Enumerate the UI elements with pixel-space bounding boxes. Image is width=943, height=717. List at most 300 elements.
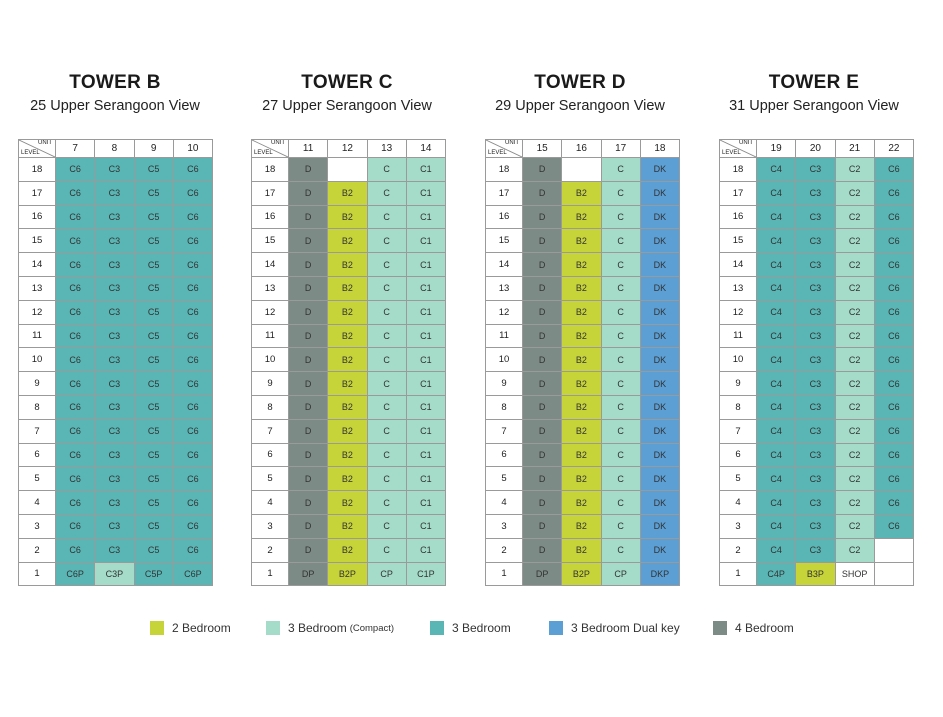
unit-type-cell: D	[523, 372, 562, 396]
unit-type-cell: C6	[173, 276, 212, 300]
unit-type-cell: C6	[874, 300, 913, 324]
level-row	[720, 158, 914, 182]
unit-type-cell: B2	[562, 443, 601, 467]
unit-type-cell: C4	[757, 395, 796, 419]
legend-swatch	[150, 621, 164, 635]
unit-type-cell: C1	[406, 348, 445, 372]
level-number: 17	[252, 181, 289, 205]
level-number: 4	[19, 491, 56, 515]
unit-type-cell: C6P	[173, 562, 212, 586]
unit-type-cell: C3	[796, 253, 835, 277]
unit-type-cell: C	[601, 348, 640, 372]
unit-type-cell: C1	[406, 538, 445, 562]
level-row	[19, 229, 213, 253]
unit-type-cell: C3	[95, 276, 134, 300]
unit-type-cell: CP	[367, 562, 406, 586]
level-row	[19, 253, 213, 277]
unit-header: 8	[95, 140, 134, 158]
level-row	[486, 372, 680, 396]
level-number: 5	[252, 467, 289, 491]
unit-type-cell: C3	[95, 205, 134, 229]
level-row	[252, 562, 446, 586]
level-row	[486, 395, 680, 419]
unit-header: 12	[328, 140, 367, 158]
unit-type-cell: D	[289, 467, 328, 491]
level-number: 12	[486, 300, 523, 324]
level-number: 3	[19, 514, 56, 538]
unit-type-cell: C2	[835, 253, 874, 277]
unit-type-cell: C3	[95, 253, 134, 277]
unit-type-cell: C1	[406, 395, 445, 419]
unit-header: 17	[601, 140, 640, 158]
unit-type-cell: DP	[523, 562, 562, 586]
unit-type-cell: C	[367, 276, 406, 300]
level-number: 7	[252, 419, 289, 443]
level-number: 18	[19, 158, 56, 182]
level-number: 6	[252, 443, 289, 467]
unit-type-cell: C	[601, 419, 640, 443]
tower-title: TOWER D	[534, 72, 626, 93]
unit-type-cell: C3	[796, 491, 835, 515]
unit-type-cell: C5	[134, 491, 173, 515]
unit-type-cell: C6	[173, 324, 212, 348]
unit-type-cell: C3	[95, 348, 134, 372]
unit-type-cell: C3	[796, 158, 835, 182]
unit-type-cell: C6	[56, 419, 95, 443]
unit-type-cell: C3	[95, 395, 134, 419]
level-number: 2	[720, 538, 757, 562]
unit-type-cell: C6	[56, 158, 95, 182]
unit-label: UNIT	[505, 140, 519, 146]
unit-type-cell: B2P	[562, 562, 601, 586]
unit-type-cell: C4	[757, 300, 796, 324]
level-number: 11	[252, 324, 289, 348]
unit-type-cell: C1	[406, 229, 445, 253]
unit-type-cell: C4P	[757, 562, 796, 586]
level-number: 17	[19, 181, 56, 205]
unit-type-cell: C6	[56, 395, 95, 419]
unit-type-cell: C	[601, 253, 640, 277]
unit-type-cell: B2P	[328, 562, 367, 586]
level-number: 16	[720, 205, 757, 229]
legend-item-2-bedroom	[150, 621, 231, 635]
unit-type-cell: C6	[173, 205, 212, 229]
unit-type-cell: DK	[640, 467, 679, 491]
unit-type-cell: D	[523, 276, 562, 300]
level-row	[252, 538, 446, 562]
unit-type-cell: C6	[173, 348, 212, 372]
level-number: 10	[720, 348, 757, 372]
unit-type-cell: DK	[640, 491, 679, 515]
level-row	[486, 181, 680, 205]
level-row	[19, 158, 213, 182]
unit-type-cell: C4	[757, 229, 796, 253]
unit-type-cell: C6	[874, 348, 913, 372]
unit-type-cell: B2	[328, 395, 367, 419]
unit-type-cell: C2	[835, 443, 874, 467]
level-number: 1	[486, 562, 523, 586]
unit-type-cell: B2	[328, 181, 367, 205]
level-row	[252, 205, 446, 229]
unit-type-cell: C3	[95, 158, 134, 182]
unit-header: 16	[562, 140, 601, 158]
unit-type-cell: DK	[640, 395, 679, 419]
unit-type-cell	[874, 562, 913, 586]
unit-type-cell: C1	[406, 514, 445, 538]
unit-type-cell: B2	[562, 229, 601, 253]
legend-label: 3 Bedroom	[288, 621, 347, 635]
level-row	[252, 491, 446, 515]
level-number: 9	[486, 372, 523, 396]
unit-type-cell: B2	[328, 514, 367, 538]
unit-header: 18	[640, 140, 679, 158]
unit-header: 21	[835, 140, 874, 158]
unit-type-cell: B2	[562, 491, 601, 515]
unit-type-cell: C5	[134, 158, 173, 182]
level-number: 11	[720, 324, 757, 348]
unit-header: 10	[173, 140, 212, 158]
level-row	[19, 443, 213, 467]
unit-type-cell: C5	[134, 324, 173, 348]
level-row	[720, 348, 914, 372]
unit-type-cell: B2	[562, 372, 601, 396]
level-row	[486, 348, 680, 372]
unit-type-cell: C5	[134, 300, 173, 324]
level-row	[19, 324, 213, 348]
level-row	[19, 514, 213, 538]
unit-type-cell: C6	[874, 181, 913, 205]
legend-label: 3 Bedroom Dual key	[571, 621, 680, 635]
unit-header: 9	[134, 140, 173, 158]
unit-type-cell: D	[289, 158, 328, 182]
legend-label: 4 Bedroom	[735, 621, 794, 635]
level-row	[486, 514, 680, 538]
level-number: 9	[252, 372, 289, 396]
unit-type-cell: C5	[134, 229, 173, 253]
unit-type-cell: C1	[406, 253, 445, 277]
unit-type-cell: C4	[757, 181, 796, 205]
unit-type-cell: C4	[757, 372, 796, 396]
level-row	[252, 324, 446, 348]
legend-swatch	[713, 621, 727, 635]
level-number: 13	[19, 276, 56, 300]
tower-b-header	[15, 72, 215, 114]
level-row	[486, 253, 680, 277]
unit-type-cell: C5	[134, 443, 173, 467]
unit-type-cell: C	[601, 467, 640, 491]
level-number: 5	[486, 467, 523, 491]
unit-type-cell: C2	[835, 276, 874, 300]
unit-type-cell: D	[289, 514, 328, 538]
unit-type-cell: SHOP	[835, 562, 874, 586]
legend-swatch	[430, 621, 444, 635]
unit-type-cell: C4	[757, 491, 796, 515]
unit-type-cell: C1	[406, 158, 445, 182]
level-number: 13	[720, 276, 757, 300]
unit-type-cell: C2	[835, 324, 874, 348]
unit-type-cell: C4	[757, 324, 796, 348]
unit-type-cell: B2	[562, 205, 601, 229]
unit-type-cell: C3	[796, 181, 835, 205]
unit-type-cell: B2	[562, 419, 601, 443]
level-number: 13	[252, 276, 289, 300]
level-number: 4	[486, 491, 523, 515]
level-number: 15	[720, 229, 757, 253]
level-number: 5	[19, 467, 56, 491]
unit-type-cell: D	[289, 538, 328, 562]
level-number: 11	[486, 324, 523, 348]
unit-type-cell: C	[601, 181, 640, 205]
unit-type-cell: D	[523, 324, 562, 348]
unit-type-cell: B2	[562, 253, 601, 277]
unit-type-cell: C6	[56, 514, 95, 538]
level-number: 7	[720, 419, 757, 443]
unit-type-cell: C2	[835, 514, 874, 538]
unit-type-cell: C6	[874, 491, 913, 515]
unit-type-cell: C3	[95, 491, 134, 515]
unit-type-cell: C1	[406, 443, 445, 467]
level-number: 17	[486, 181, 523, 205]
level-row	[720, 276, 914, 300]
unit-type-cell: C3	[796, 348, 835, 372]
unit-type-cell: C6	[56, 467, 95, 491]
unit-type-cell: D	[523, 348, 562, 372]
unit-type-cell: C6	[56, 491, 95, 515]
unit-type-cell: C3	[796, 395, 835, 419]
unit-type-cell: DK	[640, 324, 679, 348]
unit-type-cell: D	[289, 300, 328, 324]
unit-type-cell: DK	[640, 443, 679, 467]
unit-type-cell: DP	[289, 562, 328, 586]
unit-type-cell: C3	[95, 181, 134, 205]
level-row	[252, 419, 446, 443]
unit-type-cell: DK	[640, 348, 679, 372]
unit-type-cell: DK	[640, 300, 679, 324]
unit-type-cell: C3	[796, 467, 835, 491]
level-number: 12	[252, 300, 289, 324]
level-row	[19, 205, 213, 229]
unit-type-cell: C4	[757, 205, 796, 229]
unit-type-cell: C	[367, 467, 406, 491]
unit-type-cell: C3	[95, 443, 134, 467]
level-number: 17	[720, 181, 757, 205]
level-number: 5	[720, 467, 757, 491]
unit-type-cell: B2	[328, 276, 367, 300]
unit-type-cell: C	[601, 276, 640, 300]
unit-type-cell: B2	[562, 348, 601, 372]
unit-type-cell: C1	[406, 181, 445, 205]
legend-note: (Compact)	[349, 622, 395, 634]
legend-item-3-bedroom	[430, 621, 511, 635]
level-label: LEVEL	[488, 150, 507, 156]
unit-type-cell: C1	[406, 467, 445, 491]
unit-header: 22	[874, 140, 913, 158]
unit-type-cell: B2	[328, 467, 367, 491]
unit-type-cell: D	[523, 205, 562, 229]
level-number: 18	[486, 158, 523, 182]
unit-type-cell: C5	[134, 181, 173, 205]
unit-type-cell: C2	[835, 419, 874, 443]
unit-type-cell: C6	[173, 300, 212, 324]
unit-type-cell: C6	[56, 205, 95, 229]
unit-type-cell: DKP	[640, 562, 679, 586]
unit-type-cell: C3	[796, 229, 835, 253]
unit-type-cell: DK	[640, 419, 679, 443]
level-number: 14	[252, 253, 289, 277]
unit-type-cell: C6	[173, 158, 212, 182]
unit-type-cell	[562, 158, 601, 182]
tower-d-unit-stack	[485, 139, 680, 586]
level-number: 3	[486, 514, 523, 538]
unit-type-cell: C6P	[56, 562, 95, 586]
level-number: 15	[19, 229, 56, 253]
level-number: 8	[252, 395, 289, 419]
level-row	[720, 300, 914, 324]
unit-type-cell: C2	[835, 181, 874, 205]
level-row	[720, 419, 914, 443]
unit-type-cell: C2	[835, 158, 874, 182]
unit-type-cell: C5	[134, 538, 173, 562]
level-number: 6	[19, 443, 56, 467]
tower-address: 29 Upper Serangoon View	[495, 98, 665, 114]
unit-type-cell: C1	[406, 276, 445, 300]
tower-c-header	[247, 72, 447, 114]
level-number: 1	[252, 562, 289, 586]
level-row	[19, 276, 213, 300]
level-number: 8	[19, 395, 56, 419]
level-row	[486, 467, 680, 491]
unit-type-cell: C1	[406, 372, 445, 396]
level-row	[486, 205, 680, 229]
unit-type-cell: C2	[835, 348, 874, 372]
level-row	[720, 467, 914, 491]
unit-type-cell: B2	[328, 491, 367, 515]
unit-type-cell: C	[601, 491, 640, 515]
level-number: 8	[720, 395, 757, 419]
level-row	[19, 181, 213, 205]
level-row	[720, 253, 914, 277]
unit-level-header	[720, 140, 757, 158]
unit-type-cell: C6	[173, 372, 212, 396]
level-row	[720, 514, 914, 538]
level-row	[486, 276, 680, 300]
level-row	[19, 395, 213, 419]
level-row	[486, 158, 680, 182]
unit-type-cell: B2	[562, 181, 601, 205]
level-number: 7	[486, 419, 523, 443]
unit-type-cell: C3	[796, 443, 835, 467]
unit-type-cell: C6	[173, 229, 212, 253]
unit-type-cell: C6	[874, 514, 913, 538]
level-number: 15	[252, 229, 289, 253]
legend-item-4-bedroom	[713, 621, 794, 635]
tower-b-unit-stack	[18, 139, 213, 586]
legend	[0, 621, 943, 641]
legend-label: 3 Bedroom	[452, 621, 511, 635]
unit-type-cell: C3P	[95, 562, 134, 586]
unit-type-cell: B3P	[796, 562, 835, 586]
unit-type-cell: C5	[134, 395, 173, 419]
level-row	[252, 229, 446, 253]
unit-type-cell: C3	[95, 419, 134, 443]
level-row	[252, 372, 446, 396]
tower-e-header	[714, 72, 914, 114]
level-number: 9	[720, 372, 757, 396]
level-label: LEVEL	[722, 150, 741, 156]
unit-type-cell: C	[367, 229, 406, 253]
unit-type-cell: D	[289, 491, 328, 515]
level-number: 3	[720, 514, 757, 538]
unit-type-cell: D	[523, 467, 562, 491]
unit-type-cell: C2	[835, 205, 874, 229]
unit-type-cell: D	[289, 324, 328, 348]
unit-type-cell: C5	[134, 253, 173, 277]
unit-type-cell: C2	[835, 395, 874, 419]
unit-type-cell: C6	[874, 372, 913, 396]
unit-type-cell: C6	[874, 276, 913, 300]
unit-type-cell: C1P	[406, 562, 445, 586]
unit-type-cell: B2	[562, 514, 601, 538]
unit-type-cell: C6	[173, 467, 212, 491]
unit-type-cell: C3	[95, 300, 134, 324]
unit-type-cell: C6	[173, 419, 212, 443]
legend-item-3-bedroom-compact	[266, 621, 394, 635]
level-number: 12	[720, 300, 757, 324]
unit-type-cell: C6	[173, 395, 212, 419]
unit-header: 14	[406, 140, 445, 158]
unit-type-cell: B2	[328, 300, 367, 324]
tower-address: 25 Upper Serangoon View	[30, 98, 200, 114]
unit-type-cell: CP	[601, 562, 640, 586]
level-row	[19, 467, 213, 491]
unit-type-cell: C	[601, 205, 640, 229]
unit-type-cell: B2	[562, 395, 601, 419]
unit-type-cell: D	[523, 419, 562, 443]
unit-type-cell: C2	[835, 300, 874, 324]
unit-type-cell: B2	[328, 205, 367, 229]
legend-item-3-bedroom-dual-key	[549, 621, 680, 635]
unit-type-cell: C4	[757, 538, 796, 562]
level-row	[252, 276, 446, 300]
level-number: 12	[19, 300, 56, 324]
unit-type-cell: C5	[134, 467, 173, 491]
tower-c-unit-stack	[251, 139, 446, 586]
unit-type-cell: C	[601, 300, 640, 324]
level-number: 16	[252, 205, 289, 229]
unit-type-cell: C5	[134, 514, 173, 538]
level-number: 4	[720, 491, 757, 515]
unit-type-cell: DK	[640, 276, 679, 300]
level-number: 15	[486, 229, 523, 253]
unit-type-cell: B2	[328, 348, 367, 372]
unit-type-cell: C3	[796, 324, 835, 348]
level-number: 10	[252, 348, 289, 372]
level-row	[486, 562, 680, 586]
unit-type-cell: C6	[56, 372, 95, 396]
level-row	[720, 205, 914, 229]
legend-label: 2 Bedroom	[172, 621, 231, 635]
unit-type-cell	[328, 158, 367, 182]
level-row	[252, 348, 446, 372]
tower-title: TOWER E	[768, 72, 860, 93]
unit-type-cell: C1	[406, 491, 445, 515]
level-row	[720, 395, 914, 419]
tower-address: 27 Upper Serangoon View	[262, 98, 432, 114]
level-number: 6	[486, 443, 523, 467]
unit-type-cell: D	[289, 276, 328, 300]
unit-header: 11	[289, 140, 328, 158]
unit-type-cell: C6	[874, 324, 913, 348]
